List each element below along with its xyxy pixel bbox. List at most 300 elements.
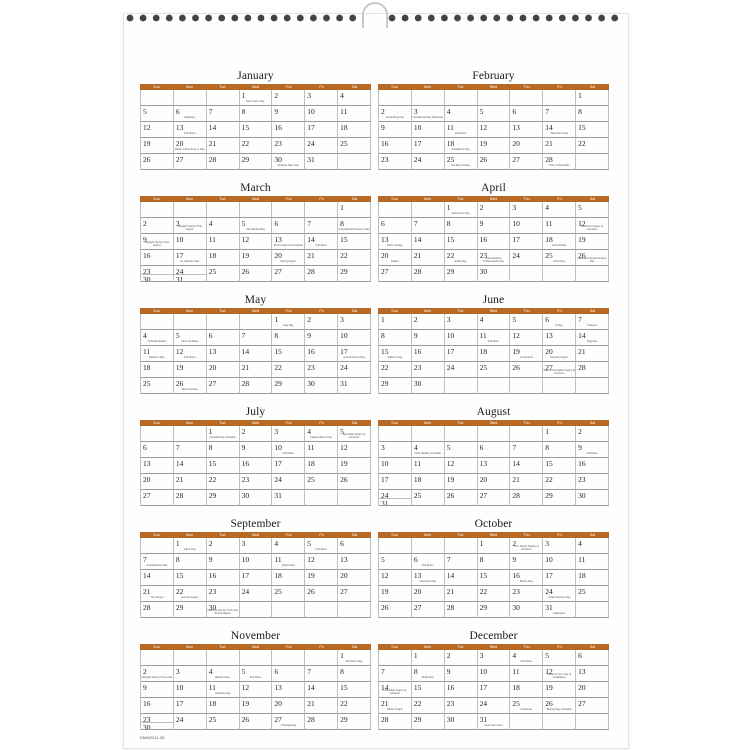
day-cell[interactable] bbox=[510, 458, 543, 474]
day-cell[interactable] bbox=[543, 218, 576, 234]
day-cell[interactable] bbox=[412, 602, 445, 618]
day-cell[interactable] bbox=[412, 106, 445, 122]
day-cell[interactable] bbox=[478, 442, 511, 458]
day-cell[interactable] bbox=[576, 586, 609, 602]
day-cell[interactable] bbox=[478, 138, 511, 154]
day-cell[interactable] bbox=[305, 442, 338, 458]
day-cell[interactable] bbox=[174, 538, 207, 554]
day-cell[interactable] bbox=[478, 666, 511, 682]
day-cell[interactable] bbox=[379, 314, 412, 330]
day-cell[interactable] bbox=[338, 586, 371, 602]
day-cell[interactable] bbox=[207, 442, 240, 458]
day-cell[interactable] bbox=[141, 714, 174, 730]
day-cell[interactable] bbox=[272, 682, 305, 698]
day-cell[interactable] bbox=[240, 122, 273, 138]
day-cell[interactable] bbox=[379, 202, 412, 218]
day-cell[interactable] bbox=[207, 90, 240, 106]
day-cell[interactable] bbox=[174, 138, 207, 154]
day-cell[interactable] bbox=[510, 650, 543, 666]
day-cell[interactable] bbox=[576, 698, 609, 714]
day-cell[interactable] bbox=[379, 554, 412, 570]
day-cell[interactable] bbox=[445, 698, 478, 714]
day-cell[interactable] bbox=[543, 90, 576, 106]
day-cell[interactable] bbox=[510, 666, 543, 682]
day-cell[interactable] bbox=[543, 714, 576, 730]
day-cell[interactable] bbox=[445, 458, 478, 474]
day-cell[interactable] bbox=[576, 106, 609, 122]
day-cell[interactable] bbox=[478, 682, 511, 698]
day-cell[interactable] bbox=[379, 218, 412, 234]
day-cell[interactable] bbox=[510, 250, 543, 266]
day-cell[interactable] bbox=[272, 314, 305, 330]
day-cell[interactable] bbox=[445, 362, 478, 378]
day-cell[interactable] bbox=[412, 330, 445, 346]
day-cell[interactable] bbox=[305, 330, 338, 346]
day-cell[interactable] bbox=[141, 266, 174, 282]
day-cell[interactable] bbox=[478, 586, 511, 602]
day-cell[interactable] bbox=[510, 106, 543, 122]
day-cell[interactable] bbox=[207, 650, 240, 666]
day-cell[interactable] bbox=[576, 490, 609, 506]
day-cell[interactable] bbox=[338, 90, 371, 106]
day-cell[interactable] bbox=[338, 314, 371, 330]
day-cell[interactable] bbox=[445, 714, 478, 730]
day-cell[interactable] bbox=[338, 458, 371, 474]
day-cell[interactable] bbox=[305, 106, 338, 122]
day-cell[interactable] bbox=[141, 698, 174, 714]
day-cell[interactable] bbox=[272, 346, 305, 362]
day-cell[interactable] bbox=[305, 714, 338, 730]
day-cell[interactable] bbox=[240, 202, 273, 218]
day-cell[interactable] bbox=[510, 90, 543, 106]
day-cell[interactable] bbox=[305, 250, 338, 266]
day-cell[interactable] bbox=[576, 234, 609, 250]
day-cell[interactable] bbox=[141, 474, 174, 490]
day-cell[interactable] bbox=[207, 362, 240, 378]
day-cell[interactable] bbox=[576, 314, 609, 330]
day-cell[interactable] bbox=[576, 458, 609, 474]
day-cell[interactable] bbox=[305, 362, 338, 378]
day-cell[interactable] bbox=[272, 330, 305, 346]
day-cell[interactable] bbox=[272, 538, 305, 554]
day-cell[interactable] bbox=[207, 474, 240, 490]
day-cell[interactable] bbox=[141, 538, 174, 554]
day-cell[interactable] bbox=[141, 202, 174, 218]
day-cell[interactable] bbox=[338, 330, 371, 346]
day-cell[interactable] bbox=[305, 650, 338, 666]
day-cell[interactable] bbox=[478, 346, 511, 362]
day-cell[interactable] bbox=[412, 90, 445, 106]
day-cell[interactable] bbox=[576, 714, 609, 730]
day-cell[interactable] bbox=[445, 426, 478, 442]
day-cell[interactable] bbox=[207, 666, 240, 682]
day-cell[interactable] bbox=[141, 682, 174, 698]
day-cell[interactable] bbox=[478, 698, 511, 714]
day-cell[interactable] bbox=[478, 538, 511, 554]
day-cell[interactable] bbox=[174, 234, 207, 250]
day-cell[interactable] bbox=[141, 362, 174, 378]
day-cell[interactable] bbox=[445, 682, 478, 698]
day-cell[interactable] bbox=[174, 250, 207, 266]
day-cell[interactable] bbox=[305, 122, 338, 138]
day-cell[interactable] bbox=[240, 90, 273, 106]
day-cell[interactable] bbox=[478, 650, 511, 666]
day-cell[interactable] bbox=[338, 490, 371, 506]
day-cell[interactable] bbox=[207, 266, 240, 282]
day-cell[interactable] bbox=[510, 266, 543, 282]
day-cell[interactable] bbox=[543, 602, 576, 618]
day-cell[interactable] bbox=[543, 554, 576, 570]
day-cell[interactable] bbox=[207, 538, 240, 554]
day-cell[interactable] bbox=[207, 330, 240, 346]
day-cell[interactable] bbox=[338, 570, 371, 586]
day-cell[interactable] bbox=[478, 714, 511, 730]
day-cell[interactable] bbox=[478, 90, 511, 106]
day-cell[interactable] bbox=[141, 650, 174, 666]
day-cell[interactable] bbox=[510, 234, 543, 250]
day-cell[interactable] bbox=[240, 234, 273, 250]
day-cell[interactable] bbox=[445, 330, 478, 346]
day-cell[interactable] bbox=[510, 330, 543, 346]
day-cell[interactable] bbox=[379, 234, 412, 250]
day-cell[interactable] bbox=[478, 122, 511, 138]
day-cell[interactable] bbox=[207, 218, 240, 234]
day-cell[interactable] bbox=[207, 346, 240, 362]
day-cell[interactable] bbox=[272, 554, 305, 570]
day-cell[interactable] bbox=[445, 106, 478, 122]
day-cell[interactable] bbox=[141, 426, 174, 442]
day-cell[interactable] bbox=[240, 314, 273, 330]
day-cell[interactable] bbox=[445, 666, 478, 682]
day-cell[interactable] bbox=[543, 266, 576, 282]
day-cell[interactable] bbox=[576, 554, 609, 570]
day-cell[interactable] bbox=[141, 602, 174, 618]
day-cell[interactable] bbox=[141, 138, 174, 154]
day-cell[interactable] bbox=[379, 122, 412, 138]
day-cell[interactable] bbox=[576, 362, 609, 378]
day-cell[interactable] bbox=[445, 490, 478, 506]
day-cell[interactable] bbox=[412, 714, 445, 730]
day-cell[interactable] bbox=[412, 650, 445, 666]
day-cell[interactable] bbox=[379, 682, 412, 698]
day-cell[interactable] bbox=[576, 426, 609, 442]
day-cell[interactable] bbox=[305, 218, 338, 234]
day-cell[interactable] bbox=[240, 490, 273, 506]
day-cell[interactable] bbox=[338, 346, 371, 362]
day-cell[interactable] bbox=[379, 714, 412, 730]
day-cell[interactable] bbox=[272, 698, 305, 714]
day-cell[interactable] bbox=[174, 90, 207, 106]
day-cell[interactable] bbox=[272, 378, 305, 394]
day-cell[interactable] bbox=[141, 90, 174, 106]
day-cell[interactable] bbox=[478, 362, 511, 378]
day-cell[interactable] bbox=[379, 650, 412, 666]
day-cell[interactable] bbox=[445, 538, 478, 554]
day-cell[interactable] bbox=[338, 554, 371, 570]
day-cell[interactable] bbox=[412, 362, 445, 378]
day-cell[interactable] bbox=[305, 554, 338, 570]
day-cell[interactable] bbox=[240, 602, 273, 618]
day-cell[interactable] bbox=[240, 586, 273, 602]
day-cell[interactable] bbox=[478, 234, 511, 250]
day-cell[interactable] bbox=[543, 362, 576, 378]
day-cell[interactable] bbox=[305, 458, 338, 474]
day-cell[interactable] bbox=[510, 346, 543, 362]
day-cell[interactable] bbox=[412, 154, 445, 170]
day-cell[interactable] bbox=[379, 698, 412, 714]
day-cell[interactable] bbox=[412, 346, 445, 362]
day-cell[interactable] bbox=[379, 106, 412, 122]
day-cell[interactable] bbox=[510, 378, 543, 394]
day-cell[interactable] bbox=[141, 586, 174, 602]
day-cell[interactable] bbox=[543, 666, 576, 682]
day-cell[interactable] bbox=[510, 538, 543, 554]
day-cell[interactable] bbox=[141, 330, 174, 346]
day-cell[interactable] bbox=[207, 250, 240, 266]
day-cell[interactable] bbox=[240, 218, 273, 234]
day-cell[interactable] bbox=[510, 154, 543, 170]
day-cell[interactable] bbox=[272, 90, 305, 106]
day-cell[interactable] bbox=[478, 106, 511, 122]
day-cell[interactable] bbox=[412, 698, 445, 714]
day-cell[interactable] bbox=[379, 490, 412, 506]
day-cell[interactable] bbox=[338, 714, 371, 730]
day-cell[interactable] bbox=[543, 202, 576, 218]
day-cell[interactable] bbox=[305, 602, 338, 618]
day-cell[interactable] bbox=[305, 698, 338, 714]
day-cell[interactable] bbox=[445, 570, 478, 586]
day-cell[interactable] bbox=[576, 138, 609, 154]
day-cell[interactable] bbox=[207, 602, 240, 618]
day-cell[interactable] bbox=[445, 442, 478, 458]
day-cell[interactable] bbox=[240, 362, 273, 378]
day-cell[interactable] bbox=[174, 698, 207, 714]
day-cell[interactable] bbox=[272, 362, 305, 378]
day-cell[interactable] bbox=[543, 314, 576, 330]
day-cell[interactable] bbox=[543, 138, 576, 154]
day-cell[interactable] bbox=[207, 154, 240, 170]
day-cell[interactable] bbox=[174, 682, 207, 698]
day-cell[interactable] bbox=[412, 250, 445, 266]
day-cell[interactable] bbox=[543, 154, 576, 170]
day-cell[interactable] bbox=[338, 378, 371, 394]
day-cell[interactable] bbox=[305, 346, 338, 362]
day-cell[interactable] bbox=[305, 586, 338, 602]
day-cell[interactable] bbox=[174, 458, 207, 474]
day-cell[interactable] bbox=[338, 106, 371, 122]
day-cell[interactable] bbox=[510, 442, 543, 458]
day-cell[interactable] bbox=[445, 554, 478, 570]
day-cell[interactable] bbox=[543, 106, 576, 122]
day-cell[interactable] bbox=[240, 714, 273, 730]
day-cell[interactable] bbox=[141, 346, 174, 362]
day-cell[interactable] bbox=[510, 202, 543, 218]
day-cell[interactable] bbox=[543, 698, 576, 714]
day-cell[interactable] bbox=[207, 106, 240, 122]
day-cell[interactable] bbox=[543, 474, 576, 490]
day-cell[interactable] bbox=[379, 570, 412, 586]
day-cell[interactable] bbox=[478, 378, 511, 394]
day-cell[interactable] bbox=[412, 218, 445, 234]
day-cell[interactable] bbox=[272, 202, 305, 218]
day-cell[interactable] bbox=[240, 682, 273, 698]
day-cell[interactable] bbox=[543, 682, 576, 698]
day-cell[interactable] bbox=[240, 650, 273, 666]
day-cell[interactable] bbox=[272, 122, 305, 138]
day-cell[interactable] bbox=[379, 90, 412, 106]
day-cell[interactable] bbox=[174, 666, 207, 682]
day-cell[interactable] bbox=[412, 202, 445, 218]
day-cell[interactable] bbox=[412, 570, 445, 586]
day-cell[interactable] bbox=[576, 474, 609, 490]
day-cell[interactable] bbox=[543, 650, 576, 666]
day-cell[interactable] bbox=[207, 458, 240, 474]
day-cell[interactable] bbox=[576, 570, 609, 586]
day-cell[interactable] bbox=[141, 250, 174, 266]
day-cell[interactable] bbox=[174, 602, 207, 618]
day-cell[interactable] bbox=[272, 138, 305, 154]
day-cell[interactable] bbox=[412, 442, 445, 458]
day-cell[interactable] bbox=[510, 570, 543, 586]
day-cell[interactable] bbox=[174, 202, 207, 218]
day-cell[interactable] bbox=[379, 666, 412, 682]
day-cell[interactable] bbox=[510, 218, 543, 234]
day-cell[interactable] bbox=[576, 250, 609, 266]
day-cell[interactable] bbox=[338, 602, 371, 618]
day-cell[interactable] bbox=[141, 570, 174, 586]
day-cell[interactable] bbox=[305, 154, 338, 170]
day-cell[interactable] bbox=[272, 106, 305, 122]
day-cell[interactable] bbox=[543, 538, 576, 554]
day-cell[interactable] bbox=[510, 554, 543, 570]
day-cell[interactable] bbox=[240, 666, 273, 682]
day-cell[interactable] bbox=[174, 714, 207, 730]
day-cell[interactable] bbox=[412, 458, 445, 474]
day-cell[interactable] bbox=[305, 266, 338, 282]
day-cell[interactable] bbox=[240, 426, 273, 442]
day-cell[interactable] bbox=[207, 682, 240, 698]
day-cell[interactable] bbox=[174, 218, 207, 234]
day-cell[interactable] bbox=[576, 538, 609, 554]
day-cell[interactable] bbox=[510, 122, 543, 138]
day-cell[interactable] bbox=[576, 602, 609, 618]
day-cell[interactable] bbox=[543, 250, 576, 266]
day-cell[interactable] bbox=[240, 106, 273, 122]
day-cell[interactable] bbox=[412, 682, 445, 698]
day-cell[interactable] bbox=[240, 346, 273, 362]
day-cell[interactable] bbox=[272, 458, 305, 474]
day-cell[interactable] bbox=[141, 106, 174, 122]
day-cell[interactable] bbox=[412, 474, 445, 490]
day-cell[interactable] bbox=[338, 666, 371, 682]
day-cell[interactable] bbox=[174, 122, 207, 138]
day-cell[interactable] bbox=[240, 538, 273, 554]
day-cell[interactable] bbox=[412, 234, 445, 250]
day-cell[interactable] bbox=[478, 474, 511, 490]
day-cell[interactable] bbox=[240, 266, 273, 282]
day-cell[interactable] bbox=[174, 314, 207, 330]
day-cell[interactable] bbox=[207, 698, 240, 714]
day-cell[interactable] bbox=[543, 378, 576, 394]
day-cell[interactable] bbox=[478, 314, 511, 330]
day-cell[interactable] bbox=[174, 106, 207, 122]
day-cell[interactable] bbox=[240, 698, 273, 714]
day-cell[interactable] bbox=[207, 138, 240, 154]
day-cell[interactable] bbox=[207, 314, 240, 330]
day-cell[interactable] bbox=[412, 538, 445, 554]
day-cell[interactable] bbox=[445, 122, 478, 138]
day-cell[interactable] bbox=[305, 538, 338, 554]
day-cell[interactable] bbox=[174, 346, 207, 362]
day-cell[interactable] bbox=[207, 202, 240, 218]
day-cell[interactable] bbox=[240, 554, 273, 570]
day-cell[interactable] bbox=[305, 570, 338, 586]
day-cell[interactable] bbox=[510, 314, 543, 330]
day-cell[interactable] bbox=[576, 682, 609, 698]
day-cell[interactable] bbox=[305, 90, 338, 106]
day-cell[interactable] bbox=[305, 138, 338, 154]
day-cell[interactable] bbox=[543, 442, 576, 458]
day-cell[interactable] bbox=[379, 602, 412, 618]
day-cell[interactable] bbox=[174, 154, 207, 170]
day-cell[interactable] bbox=[272, 570, 305, 586]
day-cell[interactable] bbox=[576, 330, 609, 346]
day-cell[interactable] bbox=[240, 442, 273, 458]
day-cell[interactable] bbox=[338, 122, 371, 138]
day-cell[interactable] bbox=[338, 266, 371, 282]
day-cell[interactable] bbox=[412, 138, 445, 154]
day-cell[interactable] bbox=[141, 234, 174, 250]
day-cell[interactable] bbox=[338, 442, 371, 458]
day-cell[interactable] bbox=[445, 218, 478, 234]
day-cell[interactable] bbox=[174, 442, 207, 458]
day-cell[interactable] bbox=[576, 122, 609, 138]
day-cell[interactable] bbox=[240, 250, 273, 266]
day-cell[interactable] bbox=[478, 490, 511, 506]
day-cell[interactable] bbox=[305, 474, 338, 490]
day-cell[interactable] bbox=[445, 234, 478, 250]
day-cell[interactable] bbox=[510, 682, 543, 698]
day-cell[interactable] bbox=[240, 378, 273, 394]
day-cell[interactable] bbox=[174, 266, 207, 282]
day-cell[interactable] bbox=[240, 154, 273, 170]
day-cell[interactable] bbox=[478, 266, 511, 282]
day-cell[interactable] bbox=[272, 586, 305, 602]
day-cell[interactable] bbox=[543, 234, 576, 250]
day-cell[interactable] bbox=[338, 698, 371, 714]
day-cell[interactable] bbox=[272, 234, 305, 250]
day-cell[interactable] bbox=[272, 218, 305, 234]
day-cell[interactable] bbox=[141, 154, 174, 170]
day-cell[interactable] bbox=[510, 602, 543, 618]
day-cell[interactable] bbox=[379, 458, 412, 474]
day-cell[interactable] bbox=[305, 234, 338, 250]
day-cell[interactable] bbox=[412, 666, 445, 682]
day-cell[interactable] bbox=[543, 330, 576, 346]
day-cell[interactable] bbox=[445, 154, 478, 170]
day-cell[interactable] bbox=[412, 122, 445, 138]
day-cell[interactable] bbox=[379, 154, 412, 170]
day-cell[interactable] bbox=[174, 474, 207, 490]
day-cell[interactable] bbox=[338, 650, 371, 666]
day-cell[interactable] bbox=[576, 202, 609, 218]
day-cell[interactable] bbox=[141, 554, 174, 570]
day-cell[interactable] bbox=[141, 666, 174, 682]
day-cell[interactable] bbox=[305, 314, 338, 330]
day-cell[interactable] bbox=[305, 490, 338, 506]
day-cell[interactable] bbox=[478, 250, 511, 266]
day-cell[interactable] bbox=[141, 314, 174, 330]
